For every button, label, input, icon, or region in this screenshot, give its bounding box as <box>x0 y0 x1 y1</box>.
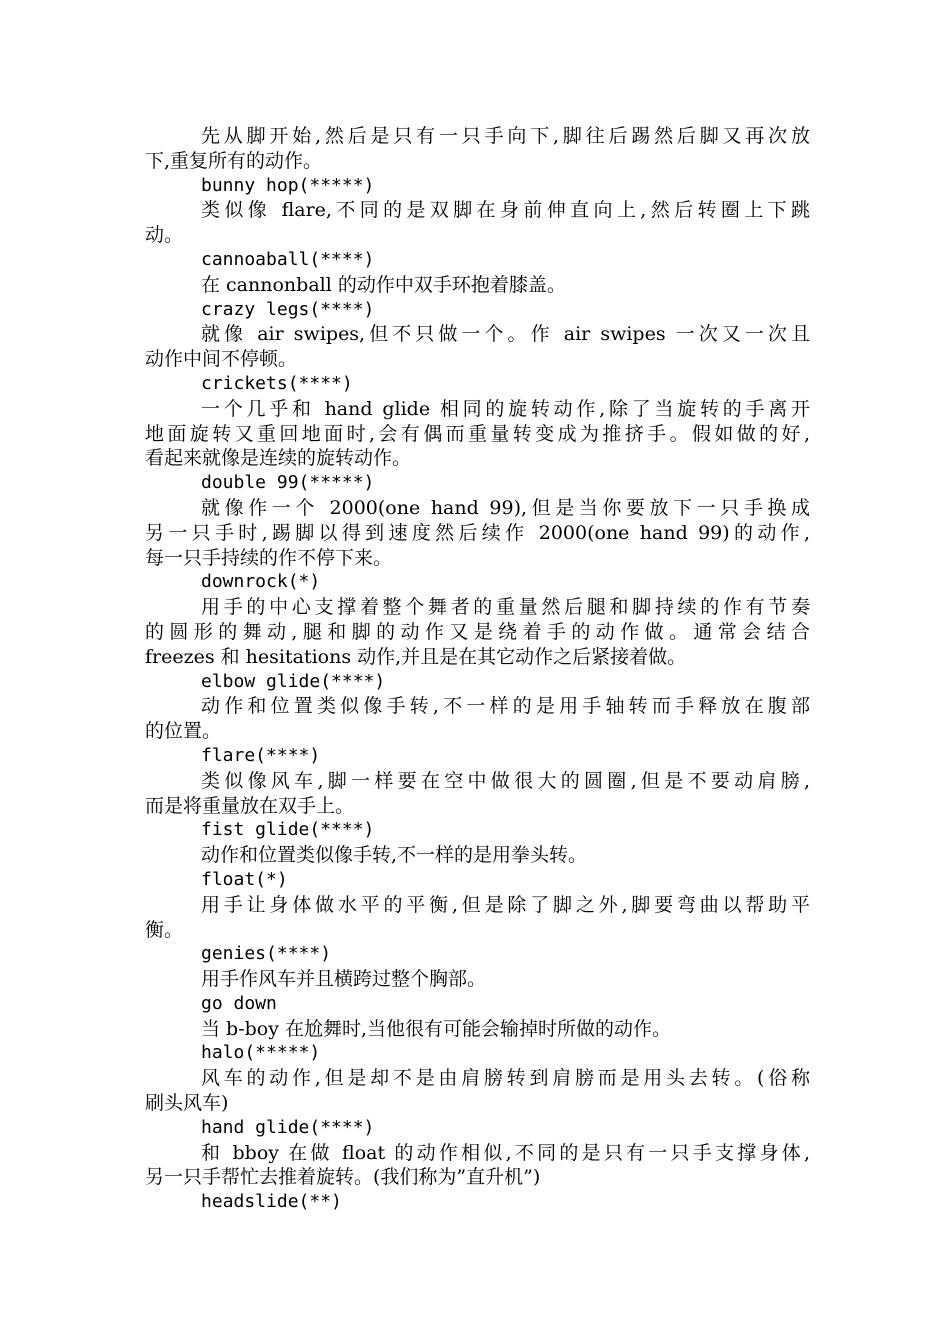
glossary-term: crickets(****) <box>201 372 353 394</box>
glossary-term: go down <box>201 992 277 1014</box>
glossary-text-line: 地面旋转又重回地面时,会有偶而重量转变成为推挤手。假如做的好, <box>145 422 810 445</box>
glossary-text-line: 另一只手帮忙去推着旋转。(我们称为”直升机”) <box>145 1166 541 1189</box>
glossary-text-line: 当 b-boy 在尬舞时,当他很有可能会输掉时所做的动作。 <box>201 1017 672 1040</box>
glossary-text-line: 下,重复所有的动作。 <box>145 149 323 172</box>
glossary-term: genies(****) <box>201 943 332 965</box>
glossary-text-body <box>145 124 810 1215</box>
glossary-text-line: 看起来就像是连续的旋转动作。 <box>145 447 412 470</box>
glossary-term: halo(*****) <box>201 1042 321 1064</box>
glossary-text-line: 和 bboy 在做 float 的动作相似,不同的是只有一只手支撑身体, <box>201 1141 810 1164</box>
glossary-text-line: freezes 和 hesitations 动作,并且是在其它动作之后紧接着做。 <box>145 645 687 668</box>
glossary-text-line: 类似像风车,脚一样要在空中做很大的圆圈,但是不要动肩膀, <box>201 769 810 792</box>
glossary-text-line: 类似像 flare,不同的是双脚在身前伸直向上,然后转圈上下跳 <box>201 199 810 222</box>
glossary-text-line: 就像 air swipes,但不只做一个。作 air swipes 一次又一次且 <box>201 323 810 346</box>
glossary-text-line: 每一只手持续的作不停下来。 <box>145 546 393 569</box>
glossary-text-line: 用手作风车并且横跨过整个胸部。 <box>201 968 487 991</box>
glossary-term: downrock(*) <box>201 571 321 593</box>
glossary-term: flare(****) <box>201 744 321 766</box>
glossary-term: crazy legs(****) <box>201 298 375 320</box>
glossary-term: fist glide(****) <box>201 819 375 841</box>
glossary-term: elbow glide(****) <box>201 670 386 692</box>
glossary-text-line: 一个几乎和 hand glide 相同的旋转动作,除了当旋转的手离开 <box>201 397 810 420</box>
glossary-text-line: 就像作一个 2000(one hand 99),但是当你要放下一只手换成 <box>201 496 810 519</box>
glossary-text-line: 衡。 <box>145 918 184 941</box>
glossary-text-line: 风车的动作,但是却不是由肩膀转到肩膀而是用头去转。(俗称 <box>201 1067 810 1090</box>
glossary-text-line: 在 cannonball 的动作中双手环抱着膝盖。 <box>201 273 566 296</box>
glossary-text-line: 另一只手时,踢脚以得到速度然后续作 2000(one hand 99)的动作, <box>145 521 810 544</box>
glossary-term: hand glide(****) <box>201 1116 375 1138</box>
glossary-text-line: 动作和位置类似像手转,不一样的是用手轴转而手释放在腹部 <box>201 695 810 718</box>
glossary-text-line: 用手的中心支撑着整个舞者的重量然后腿和脚持续的作有节奏 <box>201 596 810 619</box>
glossary-text-line: 刷头风车) <box>145 1092 229 1115</box>
glossary-text-line: 动作和位置类似像手转,不一样的是用拳头转。 <box>201 844 588 867</box>
glossary-term: double 99(*****) <box>201 472 375 494</box>
glossary-term: headslide(**) <box>201 1191 342 1213</box>
glossary-text-line: 动。 <box>145 224 184 247</box>
glossary-term: cannoaball(****) <box>201 248 375 270</box>
glossary-text-line: 先从脚开始,然后是只有一只手向下,脚往后踢然后脚又再次放 <box>201 125 810 147</box>
glossary-term: float(*) <box>201 868 288 890</box>
glossary-term: bunny hop(*****) <box>201 174 375 196</box>
glossary-text-line: 的圆形的舞动,腿和脚的动作又是绕着手的动作做。通常会结合 <box>145 620 810 643</box>
glossary-text-line: 的位置。 <box>145 720 222 743</box>
glossary-text-line: 用手让身体做水平的平衡,但是除了脚之外,脚要弯曲以帮助平 <box>201 893 810 916</box>
glossary-text-line: 而是将重量放在双手上。 <box>145 794 355 817</box>
glossary-text-line: 动作中间不停顿。 <box>145 348 298 371</box>
